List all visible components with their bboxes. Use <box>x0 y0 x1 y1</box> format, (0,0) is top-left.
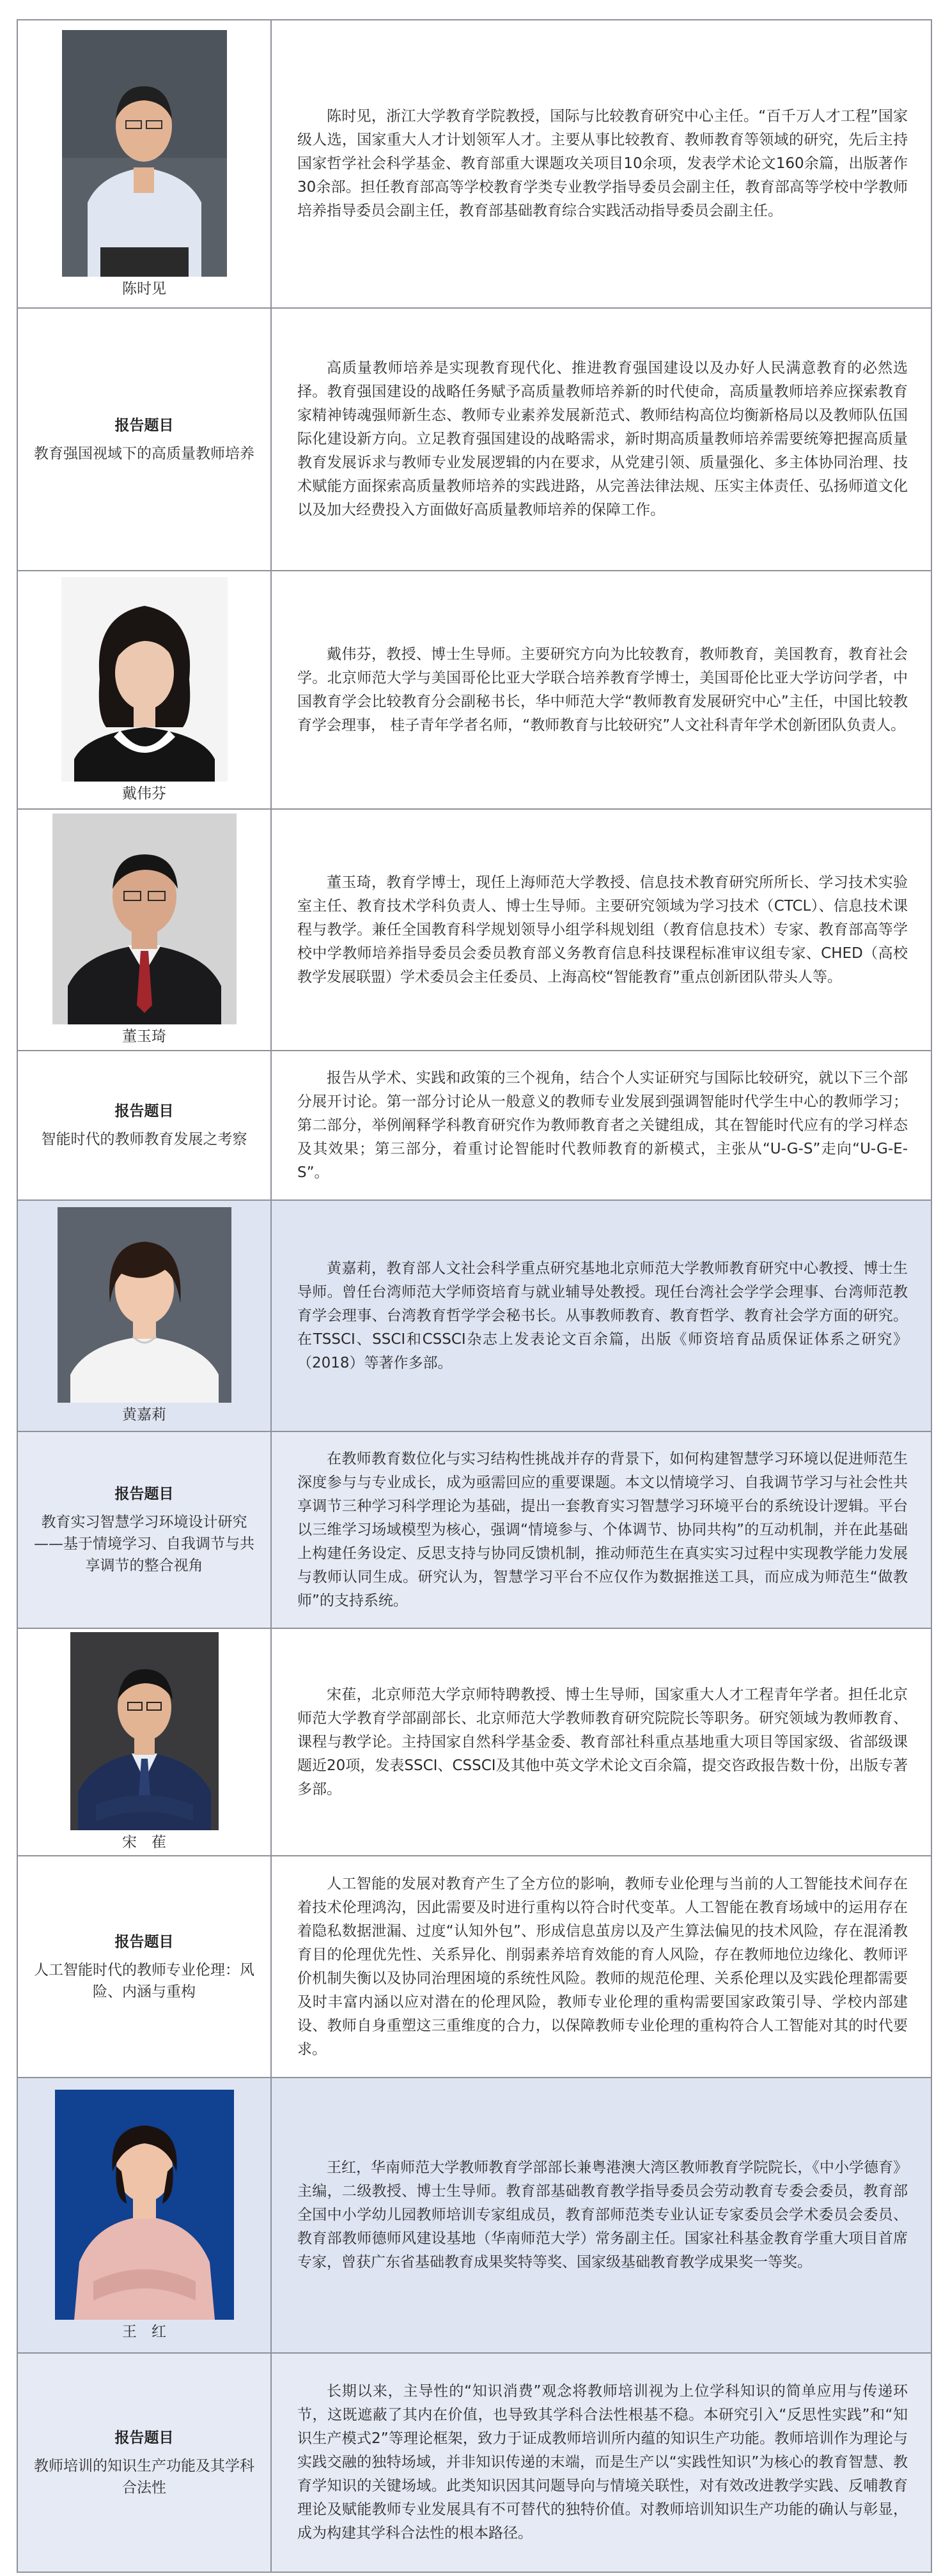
speaker-row <box>17 808 932 1050</box>
speaker-bio: 王红，华南师范大学教师教育学部部长兼粤港澳大湾区教师教育学院院长，《中小学德育》主编，二级教授、博士生导师。教育部基础教育教学指导委员会劳动教育专委会委员，教育部全国中小学幼儿园教师培训专家组成员，教育部师范类专业认证专家委员会学术委员会委员、教育部教师德师风建设基地（华南师范大学）常务副主任。国家社科基金教育学重大项目首席专家，曾获广东省基础教育成果奖特等奖、国家级基础教育教学成果奖一等奖。 <box>297 2159 908 2271</box>
speaker-bio: 戴伟芬，教授、博士生导师。主要研究方向为比较教育，教师教育，美国教育，教育社会学。北京师范大学与美国哥伦比亚大学联合培养教育学博士，美国哥伦比亚大学访问学者，中国教育学会比较教育分会副秘书长，华中师范大学“教师教育发展研究中心”主任，中国比较教育学会理事， 桂子青年学者名师，“教师教育与比较研究”人文社科青年学术创新团队负责人。 <box>297 645 908 734</box>
speaker-photo-cell <box>18 1629 272 1855</box>
talk-title: 人工智能时代的教师专业伦理：风险、内涵与重构 <box>34 1961 254 2000</box>
speaker-bio-cell <box>272 20 931 307</box>
speaker-row <box>17 2077 932 2352</box>
portrait-photo-6 <box>55 2090 234 2320</box>
talk-title-cell <box>18 1432 272 1628</box>
speaker-photo <box>62 30 227 277</box>
portrait-photo-2 <box>61 577 228 782</box>
speaker-name: 戴伟芬 <box>122 785 166 802</box>
speaker-name: 董玉琦 <box>122 1028 166 1045</box>
speaker-name: 王 红 <box>122 2323 166 2340</box>
speaker-row <box>17 1199 932 1431</box>
talk-tag: 报告题目 <box>114 1933 174 1950</box>
talk-row <box>17 1050 932 1199</box>
speaker-photo-cell <box>18 1201 272 1431</box>
speaker-bio-cell <box>272 571 931 808</box>
speaker-name: 黄嘉莉 <box>122 1407 166 1423</box>
speaker-row <box>17 1628 932 1855</box>
speaker-row <box>17 570 932 808</box>
speaker-photo <box>52 814 237 1024</box>
speaker-photo <box>61 577 228 782</box>
speaker-name: 陈时见 <box>122 280 166 297</box>
speaker-photo-cell <box>18 20 272 307</box>
talk-abstract: 报告从学术、实践和政策的三个视角，结合个人实证研究与国际比较研究，就以下三个部分展开讨论。第一部分讨论从一般意义的教师专业发展到强调智能时代学生中心的教师学习；第二部分，举例阐释学科教育研究作为教师教育者之关键组成，其在智能时代应有的学习样态及其效果；第三部分，着重讨论智能时代教师教育的新模式，主张从“U-G-S”走向“U-G-E-S”。 <box>297 1069 908 1181</box>
speaker-bio: 黄嘉莉，教育部人文社会科学重点研究基地北京师范大学教师教育研究中心教授、博士生导师。曾任台湾师范大学师资培育与就业辅导处教授。现任台湾社会学学会理事、台湾师范教育学会理事、台湾教育哲学学会秘书长。从事教师教育、教育哲学、教育社会学方面的研究。在TSSCI、SSCI和CSSCI杂志上发表论文百余篇，出版《师资培育品质保证体系之研究》（2018）等著作多部。 <box>297 1260 908 1371</box>
speaker-bio-cell <box>272 1629 931 1855</box>
speaker-bio-cell <box>272 1201 931 1431</box>
talk-title-cell <box>18 2354 272 2572</box>
speaker-bio: 宋萑，北京师范大学京师特聘教授、博士生导师，国家重大人才工程青年学者。担任北京师范大学教育学部副部长、北京师范大学教师教育研究院院长等职务。研究领域为教师教育、课程与教学论。主持国家自然科学基金委、教育部社科重点基地重大项目等国家级、省部级课题近20项，发表SSCI、CSSCI及其他中英文学术论文百余篇，提交咨政报告数十份，出版专著多部。 <box>297 1686 908 1798</box>
talk-title: 教育强国视域下的高质量教师培养 <box>34 445 254 462</box>
talk-row <box>17 1431 932 1628</box>
speaker-row <box>17 19 932 307</box>
talk-title: 智能时代的教师教育发展之考察 <box>41 1131 247 1148</box>
speaker-photo-cell <box>18 2078 272 2352</box>
speaker-photo <box>55 2090 234 2320</box>
talk-abstract-cell <box>272 1856 931 2077</box>
talk-tag: 报告题目 <box>114 1486 174 1502</box>
speaker-photo-cell <box>18 571 272 808</box>
talk-abstract-cell <box>272 309 931 570</box>
talk-abstract: 在教师教育数位化与实习结构性挑战并存的背景下，如何构建智慧学习环境以促进师范生深度参与与专业成长，成为亟需回应的重要课题。本文以情境学习、自我调节学习与社会性共享调节三种学习科学理论为基础，提出一套教育实习智慧学习环境平台的系统设计逻辑。平台以三维学习场域模型为核心，强调“情境参与、个体调节、协同共构”的互动机制，并在此基础上构建任务设定、反思支持与协同反馈机制，推动师范生在真实实习过程中实现教学能力发展与教师认同生成。研究认为，智慧学习平台不应仅作为数据推送工具，而应成为师范生“做教师”的支持系统。 <box>297 1450 908 1609</box>
speaker-photo <box>70 1632 219 1830</box>
talk-row <box>17 1855 932 2077</box>
speaker-photo-cell <box>18 810 272 1050</box>
speaker-table <box>17 19 932 2573</box>
talk-title-cell <box>18 1051 272 1199</box>
portrait-photo-5 <box>70 1632 219 1830</box>
portrait-photo-3 <box>52 814 237 1024</box>
speaker-photo <box>58 1207 231 1403</box>
talk-row <box>17 307 932 570</box>
speaker-bio-cell <box>272 2078 931 2352</box>
portrait-photo-1 <box>62 30 227 277</box>
talk-title: 教师培训的知识生产功能及其学科合法性 <box>34 2457 254 2496</box>
speaker-name: 宋 萑 <box>122 1834 166 1851</box>
talk-abstract-cell <box>272 2354 931 2572</box>
talk-abstract: 高质量教师培养是实现教育现代化、推进教育强国建设以及办好人民满意教育的必然选择。教育强国建设的战略任务赋予高质量教师培养新的时代使命，高质量教师培养应探索教育家精神铸魂强师新生态、教师专业素养发展新范式、教师结构高位均衡新格局以及教师队伍国际化建设新方向。立足教育强国建设的战略需求，新时期高质量教师培养需要统筹把握高质量教育发展诉求与教师专业发展逻辑的内在要求，从党建引领、质量强化、多主体协同治理、技术赋能方面探索高质量教师培养的实践进路，从完善法律法规、压实主体责任、弘扬师道文化以及加大经费投入方面做好高质量教师培养的保障工作。 <box>297 360 908 518</box>
talk-title: 教育实习智慧学习环境设计研究——基于情境学习、自我调节与共享调节的整合视角 <box>34 1514 254 1574</box>
talk-tag: 报告题目 <box>114 417 174 434</box>
talk-abstract: 长期以来，主导性的“知识消费”观念将教师培训视为上位学科知识的简单应用与传递环节，这既遮蔽了其内在价值，也导致其学科合法性根基不稳。本研究引入“反思性实践”和“知识生产模式2”等理论框架，致力于证成教师培训所内蕴的知识生产功能。教师培训作为理论与实践交融的独特场域，并非知识传递的末端，而是生产以“实践性知识”为核心的教育智慧、教育学知识的关键场域。此类知识因其问题导向与情境关联性，对有效改进教学实践、反哺教育理论及赋能教师专业发展具有不可替代的独特价值。对教师培训知识生产功能的确认与彰显，成为构建其学科合法性的根本路径。 <box>297 2383 908 2541</box>
talk-title-cell <box>18 309 272 570</box>
talk-tag: 报告题目 <box>114 1103 174 1120</box>
talk-title-cell <box>18 1856 272 2077</box>
speaker-bio: 董玉琦，教育学博士，现任上海师范大学教授、信息技术教育研究所所长、学习技术实验室主任、教育技术学科负责人、博士生导师。主要研究领域为学习技术（CTCL）、信息技术课程与教学。兼任全国教育科学规划领导小组学科规划组（教育信息技术）专家、教育部高等学校中学教师培养指导委员会委员教育部义务教育信息科技课程标准审议组专家、CHED（高校教学发展联盟）学术委员会主任委员、上海高校“智能教育”重点创新团队带头人等。 <box>297 874 908 985</box>
talk-tag: 报告题目 <box>114 2429 174 2446</box>
portrait-photo-4 <box>58 1207 231 1403</box>
speaker-bio: 陈时见，浙江大学教育学院教授，国际与比较教育研究中心主任。“百千万人才工程”国家级人选，国家重大人才计划领军人才。主要从事比较教育、教师教育等领域的研究，先后主持国家哲学社会科学基金、教育部重大课题攻关项目10余项，发表学术论文160余篇，出版著作30余部。担任教育部高等学校教育学类专业教学指导委员会副主任，教育部高等学校中学教师培养指导委员会副主任，教育部基础教育综合实践活动指导委员会副主任。 <box>297 108 908 219</box>
talk-row <box>17 2352 932 2573</box>
talk-abstract-cell <box>272 1051 931 1199</box>
talk-abstract-cell <box>272 1432 931 1628</box>
talk-abstract: 人工智能的发展对教育产生了全方位的影响，教师专业伦理与当前的人工智能技术间存在着技术伦理鸿沟，因此需要及时进行重构以符合时代变革。人工智能在教育场域中的运用存在着隐私数据泄漏、过度“认知外包”、形成信息茧房以及产生算法偏见的技术风险，存在混淆教育目的伦理优先性、关系异化、削弱素养培育效能的育人风险，存在教师地位边缘化、教师评价机制失衡以及协同治理困境的系统性风险。教师的规范伦理、关系伦理以及实践伦理都需要及时丰富内涵以应对潜在的伦理风险，教师专业伦理的重构需要国家政策引导、学校内部建设、教师自身重塑这三重维度的合力，以保障教师专业伦理的重构符合人工智能对其的时代要求。 <box>297 1875 908 2058</box>
speaker-bio-cell <box>272 810 931 1050</box>
